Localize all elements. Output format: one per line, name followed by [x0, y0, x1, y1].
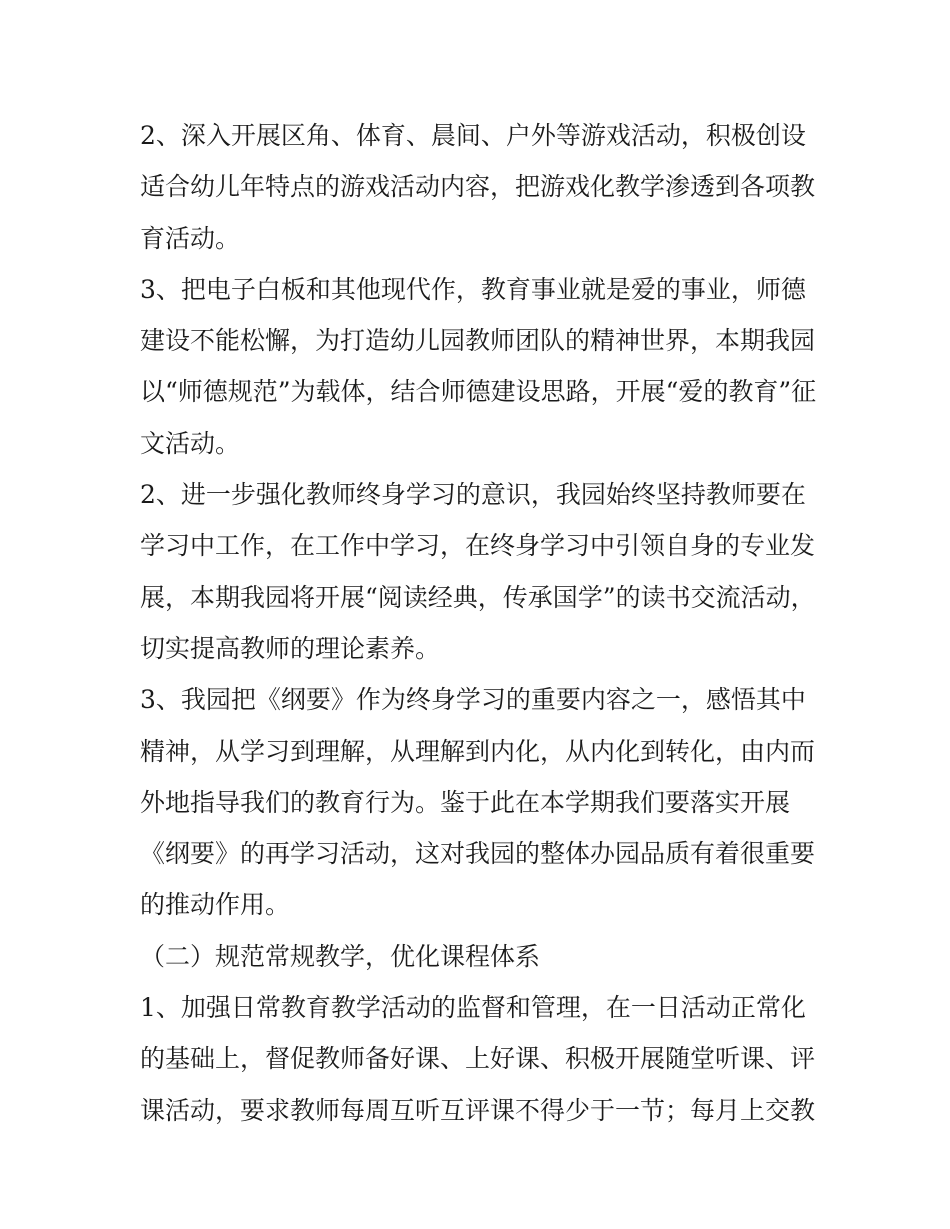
text-line: 以“师德规范”为载体，结合师德建设思路，开展“爱的教育”征: [140, 377, 817, 407]
text-line: 育活动。: [140, 223, 241, 253]
text-line: 2、深入开展区角、体育、晨间、户外等游戏活动，积极创设: [140, 121, 806, 150]
text-line: 适合幼儿年特点的游戏活动内容，把游戏化教学渗透到各项教: [140, 172, 816, 202]
text-line: 课活动，要求教师每周互听互评课不得少于一节；每月上交教: [140, 1095, 816, 1125]
text-line: 2、进一步强化教师终身学习的意识，我园始终坚持教师要在: [140, 480, 806, 510]
section-heading: （二）规范常规教学，优化课程体系: [140, 941, 541, 971]
text-line: 精神，从学习到理解，从理解到内化，从内化到转化，由内而: [140, 736, 816, 766]
text-line: 外地指导我们的教育行为。鉴于此在本学期我们要落实开展: [140, 787, 791, 817]
text-line: 《纲要》的再学习活动，这对我园的整体办园品质有着很重要: [140, 839, 816, 869]
text-line: 建设不能松懈，为打造幼儿园教师团队的精神世界，本期我园: [140, 326, 816, 356]
text-line: 展，本期我园将开展“阅读经典，传承国学”的读书交流活动，: [140, 582, 816, 612]
text-line: 文活动。: [140, 428, 241, 458]
body-text: [140, 110, 820, 1136]
text-line: 3、我园把《纲要》作为终身学习的重要内容之一，感悟其中: [140, 685, 806, 715]
text-line: 学习中工作，在工作中学习，在终身学习中引领自身的专业发: [140, 531, 816, 561]
text-line: 3、把电子白板和其他现代作，教育事业就是爱的事业，师德: [140, 274, 806, 304]
text-line: 的推动作用。: [140, 890, 291, 920]
text-line: 的基础上，督促教师备好课、上好课、积极开展随堂听课、评: [140, 1044, 816, 1074]
text-line: 1、加强日常教育教学活动的监督和管理，在一日活动正常化: [140, 993, 806, 1023]
text-line: 切实提高教师的理论素养。: [140, 633, 441, 663]
